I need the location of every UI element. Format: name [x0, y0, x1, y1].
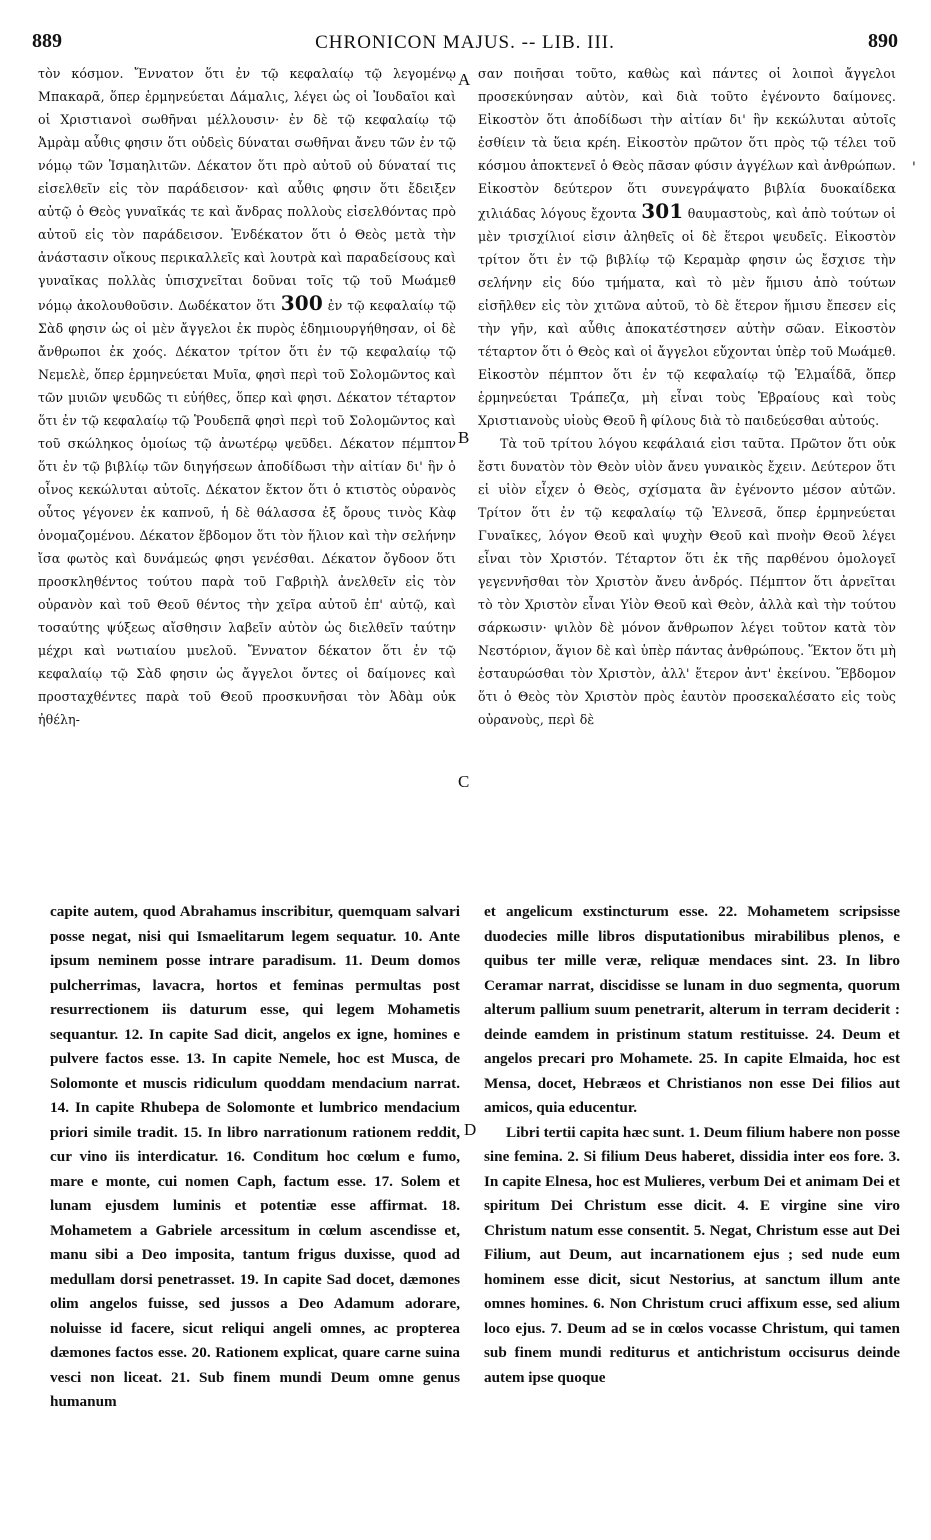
latin-paragraph: capite autem, quod Abrahamus inscribitur, quemquam salvari posse negat, nisi qui Ismaelitarum legem sequatur. 10. Ante ipsum neminem posse intrare paradisum. 11. Deum domos pulcherrimas, lavacra, hortos et feminas permultas post resurrectionem iis daturum esse, qui legem Mohametis sequantur. 12. In capite Sad dicit, angelos ex igne, homines e pulvere factos esse. 13. In capite Nemele, hoc est Musca, de Solomonte et muscis ridiculum quoddam mendacium narrat. 14. In capite Rhubepa de Solomonte et lumbrico mendacium priori simile tradit. 15. In libro narrationum rationem reddit, cur vino iis interdicatur. 16. Conditum hoc cœlum e fumo, mare e monte, cui nomen Caph, factum esse. 17. Solem et lunam ejusdem luminis et potentiæ esse affirmat. 18. Mohametem a Gabriele arcessitum in cœlum ascendisse et, manu sibi a Deo imposita, tantum frigus duxisse, quod ad medullam dorsi penetrasset. 19. In capite Sad docet, dæmones olim angelos fuisse, sed jussos a Deo Adamum adorare, noluisse id facere, sicut reliqui angeli omnes, ac propterea dæmones factos esse. 20. Rationem explicat, quare carne suina vesci non liceat. 21. Sub finem mundi Deum omne genus humanum: [50, 903, 460, 1410]
column-marker-number: 300: [280, 291, 323, 315]
greek-paragraph: Τὰ τοῦ τρίτου λόγου κεφάλαιά εἰσι ταῦτα. Πρῶτον ὅτι οὐκ ἔστι δυνατὸν τὸν Θεὸν υἱὸν ἄνευ γυναικὸς ἔχειν. Δεύτερον ὅτι εἰ υἱὸν εἶχεν ὁ Θεὸς, σχίσματα ἂν ἐγένοντο μέσον αὐτῶν. Τρίτον ὅτι ἐν τῷ κεφαλαίῳ τῷ Ἐλνεσᾶ, ὅπερ ἑρμηνεύεται Γυναῖκες, λόγον Θεοῦ καὶ ψυχὴν Θεοῦ καὶ πνοὴν Θεοῦ λέγει εἶναι τὸν Χριστόν. Τέταρτον ὅτι ἐκ τῆς παρθένου ὁμολογεῖ γεγεννῆσθαι τὸν Χριστὸν ἄνευ ἀνδρός. Πέμπτον ὅτι ἀρνεῖται τὸ τὸν Χριστὸν εἶναι Υἱὸν Θεοῦ καὶ Θεὸν, ἀλλὰ καὶ τὴν τούτου σάρκωσιν· ψιλὸν δὲ μόνον ἄνθρωπον λέγει τοῦτον κατὰ τὸν Νεστόριον, ἅγιον δὲ καὶ ὑπὲρ πάντας ἀνθρώπους. Ἕκτον ὅτι μὴ ἐσταυρώσθαι τὸν Χριστὸν, ἀλλ' ἕτερον ἀντ' ἐκείνου. Ἕβδομον ὅτι ὁ Θεὸς τὸν Χριστὸν πρὸς ἑαυτὸν προσεκαλέσατο εἰς τοὺς οὐρανοὺς, περὶ δὲ: [478, 436, 896, 727]
margin-letter-c: C: [458, 772, 470, 791]
latin-column-right: [484, 900, 900, 1510]
greek-column-left: [38, 62, 456, 878]
greek-column-right: [478, 62, 896, 878]
column-marker-number: 301: [641, 199, 684, 223]
page-header: [30, 30, 900, 58]
greek-text: ἐν τῷ κεφαλαίῳ τῷ Σὰδ φησιν ὡς οἱ μὲν ἄγγελοι ἐκ πυρὸς ἐδημιουργήθησαν, οἱ δὲ ἄνθρωποι ἐκ χοός. Δέκατον τρίτον ὅτι ἐν τῷ κεφαλαίῳ τῷ Νεμελὲ, ὅπερ ἑρμηνεύεται Μυῖα, φησὶ περὶ τοῦ Σολομῶντος καὶ τῶν μυιῶν ψευδῶς τι εὐήθες, ὅπερ καὶ φησι. Δέκατον τέταρτον ὅτι ἐν τῷ κεφαλαίῳ τῷ Ῥουδεπᾶ φησὶ περὶ τοῦ Σολομῶντος καὶ τοῦ σκώληκος ὁμοίως τῷ ἀνωτέρῳ ψεῦδει. Δέκατον πέμπτον ὅτι ἐν τῷ βιβλίῳ τῶν διηγήσεων ἀποδίδωσι τὴν αἰτίαν δι' ἣν ὁ οἶνος κεκώλυται αὐτοῖς. Δέκατον ἕκτον ὅτι ὁ κτιστὸς οὐρανὸς οὗτος γέγονεν ἐκ καπνοῦ, ἡ δὲ θάλασσα ἐξ ὄρους τινὸς Κὰφ ὀνομαζομένου. Δέκατον ἕβδομον ὅτι τὸν ἥλιον καὶ τὴν σελήνην ἴσα φωτὸς καὶ δυνάμεώς φησι γενέσθαι. Δέκατον ὄγδοον ὅτι προσκληθέντος τούτου παρὰ τοῦ Γαβριὴλ ἀνελθεῖν εἰς τὸν οὐρανὸν καὶ τοῦ Θεοῦ θέντος τὴν χεῖρα αὐτοῦ ἐπ' αὐτῷ, καὶ τοσαύτης ψύξεως αἴσθησιν λαβεῖν αὐτὸν ὡς διελθεῖν ταύτην μέχρι καὶ νωτιαίου μυελοῦ. Ἔννατον δέκατον ὅτι ἐν τῷ κεφαλαίῳ τῷ Σὰδ φησιν ὡς ἄγγελοι ὄντες οἱ δαίμονες καὶ προσταχθέντες παρὰ τοῦ Θεοῦ προσκυνῆσαι τὸν Ἀδὰμ οὐκ ἠθέλη-: [38, 298, 456, 727]
page-number-left: 889: [32, 30, 62, 52]
page-number-right: 890: [868, 30, 898, 52]
margin-letter-a: A: [458, 70, 471, 89]
latin-paragraph: Libri tertii capita hæc sunt. 1. Deum filium habere non posse sine femina. 2. Si filium Deus haberet, dissidia inter eos fore. 3. In capite Elnesa, hoc est Mulieres, verbum Dei et animam Dei et spiritum Dei Christum esse dicit. 4. E virgine sine viro Christum natum esse consentit. 5. Negat, Christum esse aut Dei Filium, aut Deum, aut incarnationem ejus ; sed nude eum hominem esse dicit, sicut Nestorius, at sanctum illum ante omnes homines. 6. Non Christum cruci affixum esse, sed alium loco ejus. 7. Deum ad se in cœlos vocasse Christum, qui tamen sub finem mundi rediturus et antichristum occisurus deinde autem ipse quoque: [484, 1123, 900, 1386]
greek-text: θαυμαστοὺς, καὶ ἀπὸ τούτων οἱ μὲν τρισχίλιοί εἰσιν ἀληθεῖς οἱ δὲ ἕτεροι ψευδεῖς. Εἰκοστὸν τρίτον ὅτι ἐν τῷ βιβλίῳ τῷ Κεραμὰρ φησιν ὡς ἔσχισε τὴν σελήνην εἰς δύο τμήματα, καὶ τὸ μὲν ἥμισυ ἀπὸ τούτων εἰσῆλθεν εἰς τὸν χιτῶνα αὐτοῦ, τὸ δὲ ἕτερον ἥμισυ ἔπεσεν εἰς τὴν γῆν, καὶ αὖθις ἀποκατέστησεν αὐτὴν σῶαν. Εἰκοστὸν τέταρτον ὅτι ὁ Θεὸς καὶ οἱ ἄγγελοι εὔχονται ὑπὲρ τοῦ Μωάμεθ. Εἰκοστὸν πέμπτον ὅτι ἐν τῷ κεφαλαίῳ τῷ Ἐλμαΐδᾶ, ὅπερ ἑρμηνεύεται Τράπεζα, μὴ εἶναι τοὺς Ἑβραίους καὶ τοὺς Χριστιανοὺς υἱοὺς Θεοῦ ἢ φίλους διὰ τὸ παιδεύεσθαι αὐτούς.: [478, 206, 896, 428]
latin-paragraph: et angelicum exstincturum esse. 22. Mohametem scripsisse duodecies mille libros disputationibus mirabilibus plenos, e quibus ter mille veræ, reliquæ mendaces sint. 23. In libro Ceramar narrat, discidisse se lunam in duo segmenta, quorum alterum pallium suum penetrarit, alterum in terram deciderit : deinde eamdem in pristinum statum restituisse. 24. Deum et angelos precari pro Mohamete. 25. In capite Elmaida, hoc est Mensa, docet, Hebræos et Christianos non esse Dei filios aut amicos, quia educentur.: [484, 903, 900, 1116]
margin-mark: ': [912, 160, 916, 176]
greek-paragraph: [38, 62, 456, 731]
greek-text: σαν ποιῆσαι τοῦτο, καθὼς καὶ πάντες οἱ λοιποὶ ἄγγελοι προσεκύνησαν αὐτὸν, καὶ διὰ τοῦτο ἐγένοντο δαίμονες. Εἰκοστὸν ὅτι ἀποδίδωσι τὴν αἰτίαν δι' ἣν κεκώλυται αὐτοῖς ἐσθίειν τὰ ὕεια κρέη. Εἰκοστὸν πρῶτον ὅτι πρὸς τῷ τέλει τοῦ κόσμου ἀποκτενεῖ ὁ Θεὸς πᾶσαν φύσιν ἀγγέλων καὶ ἀνθρώπων. Εἰκοστὸν δεύτερον ὅτι συνεγράψατο βιβλία δυοκαίδεκα χιλιάδας λόγους ἔχοντα: [478, 66, 896, 221]
margin-letter-d: D: [464, 1120, 477, 1139]
greek-text: τὸν κόσμον. Ἔννατον ὅτι ἐν τῷ κεφαλαίῳ τῷ λεγομένῳ Μπακαρᾶ, ὅπερ ἑρμηνεύεται Δάμαλις, λέγει ὡς οἱ Ἰουδαῖοι καὶ οἱ Χριστιανοὶ σωθῆναι μέλλουσιν· ἐν δὲ τῷ κεφαλαίῳ τῷ Ἀμρὰμ αὖθις φησιν ὅτι οὐδεὶς δύναται σωθῆναι ἄνευ τῶν ἐν τῷ νόμῳ τῶν Ἰσμαηλιτῶν. Δέκατον ὅτι πρὸ αὐτοῦ οὐ δύναταί τις εἰσελθεῖν εἰς τὸν παράδεισον· καὶ αὖθις φησιν ὅτι ἔδειξεν αὐτῷ ὁ Θεὸς γυναῖκάς τε καὶ ἄνδρας πολλοὺς εἰσελθόντας πρὸ αὐτοῦ εἰς τὸν παράδεισον. Ἑνδέκατον ὅτι ὁ Θεὸς μετὰ τὴν ἀνάστασιν οἴκους περικαλλεῖς καὶ λουτρὰ καὶ παραδείσους καὶ γυναῖκας πολλὰς ὑπισχνεῖται δοῦναι τοῖς τῷ τοῦ Μωάμεθ νόμῳ ἀκολουθοῦσιν. Δωδέκατον ὅτι: [38, 66, 456, 313]
latin-column-left: [50, 900, 460, 1510]
greek-paragraph: [478, 62, 896, 432]
margin-letter-b: B: [458, 428, 470, 447]
running-title: CHRONICON MAJUS. -- LIB. III.: [315, 32, 615, 53]
